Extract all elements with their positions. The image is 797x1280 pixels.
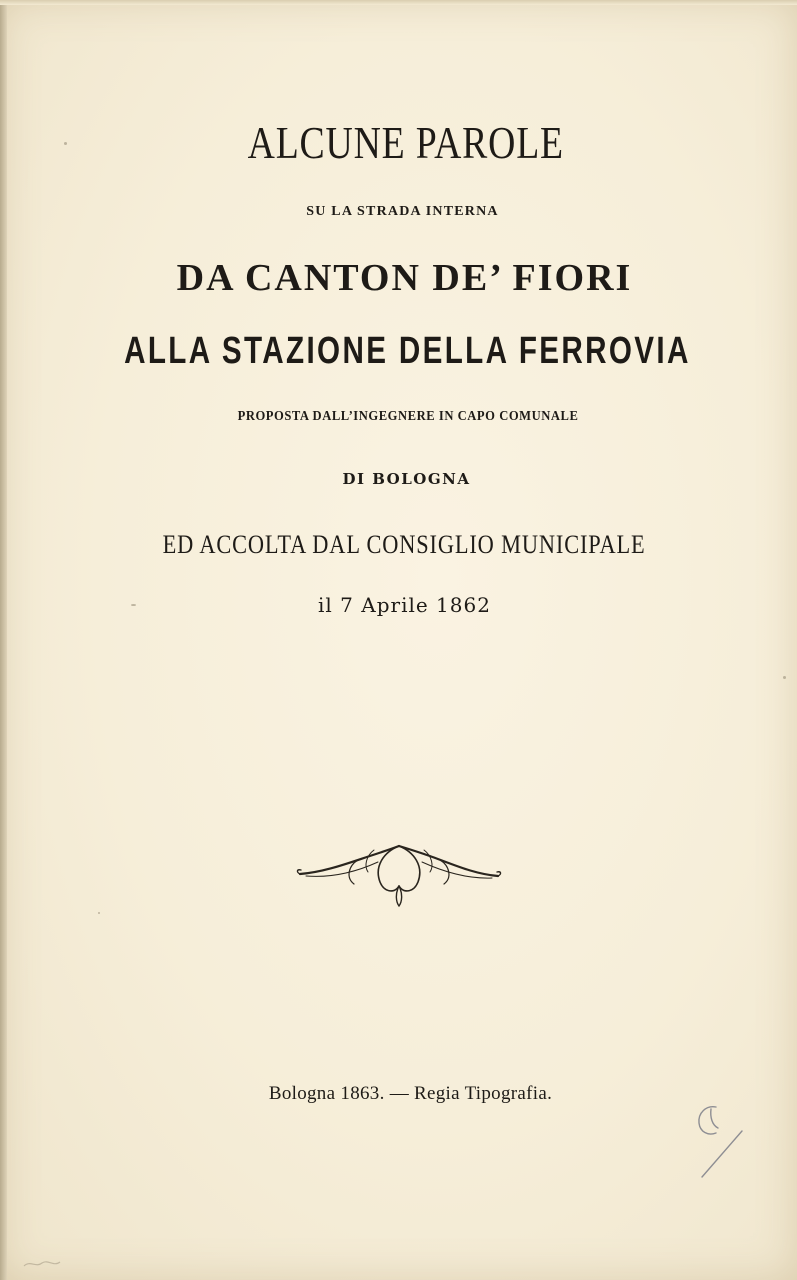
subject-line: SU LA STRADA INTERNA xyxy=(306,204,499,219)
pencil-annotation-icon xyxy=(688,1095,748,1180)
proposal-line: PROPOSTA DALL’INGEGNERE IN CAPO COMUNALE xyxy=(237,409,579,424)
flourish-ornament-icon xyxy=(296,832,502,910)
paper-speck xyxy=(64,142,67,145)
faint-stamp-icon xyxy=(22,1258,62,1270)
city-line: DI BOLOGNA xyxy=(342,470,471,488)
paper-speck xyxy=(783,676,786,679)
route-from: DA CANTON DE’ FIORI xyxy=(176,257,633,299)
council-line: ED ACCOLTA DAL CONSIGLIO MUNICIPALE xyxy=(162,530,646,559)
date-line: il 7 Aprile 1862 xyxy=(318,593,491,617)
paper-speck xyxy=(131,604,136,606)
route-to: ALLA STAZIONE DELLA FERROVIA xyxy=(124,330,691,372)
imprint-line: Bologna 1863. — Regia Tipografia. xyxy=(268,1083,553,1104)
paper-speck xyxy=(98,912,100,914)
document-title: ALCUNE PAROLE xyxy=(247,117,564,168)
page-top-edge xyxy=(0,0,797,5)
